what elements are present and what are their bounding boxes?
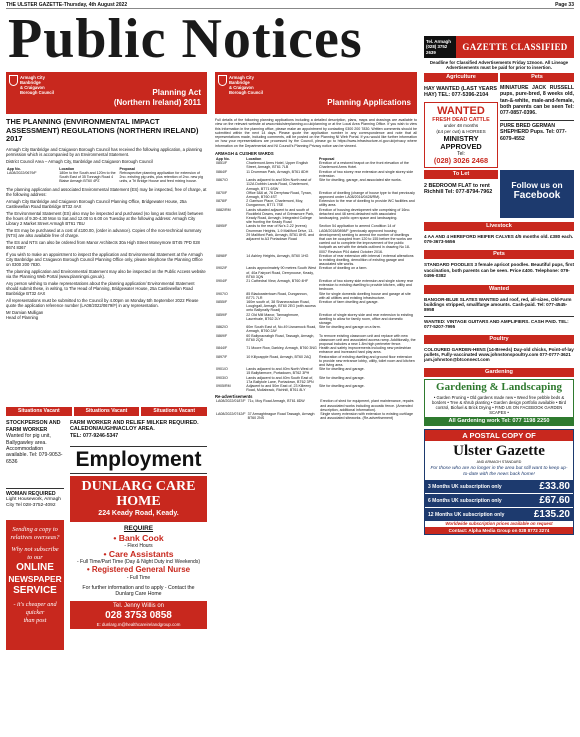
job-sub: - Flexi Hours: [124, 543, 153, 549]
table-cell: 21 Cathedral View, Armagh, BT60 4HF: [246, 278, 309, 283]
table-cell: Erection of rear extension with internal / external alterations to existing dwelling, demolition of existing garage and associated site works.: [319, 253, 414, 267]
heifers-ad: 4 AA AND 4 HEREFORD HEIFER CALVES 4/5 months old. £380 each. 079-3673-5656: [424, 233, 574, 244]
table-cell: 0903/O: [216, 375, 228, 380]
poodles-ad: STANDARD POODLES 3 female apricot poodles. Beautiful pups, first vaccination, both parents can be seen. Price £400. Telephone: 079-0496-0382: [424, 262, 574, 279]
slates-ad: BANGOR-BLUE SLATES WANTED and roof, red, all-sizes, Old-Farm buildings stripped, smallfarge amounts. Cash-paid. Tel: 077-4545-8958: [424, 296, 572, 313]
subscription-price: £67.60: [539, 495, 570, 507]
ad-line: FRESH DEAD CATTLE: [432, 117, 490, 123]
ad-body: TEL: 077-9246-5347: [70, 432, 119, 439]
phone-number: (028) 3752 2639: [426, 44, 448, 55]
table-cell: LA08/2022/0679/F: [7, 170, 37, 175]
council-logo: [218, 75, 278, 95]
postal-paper-name: Ulster Gazette: [453, 442, 545, 459]
council-name: Banbridge: [20, 80, 41, 85]
col-header: Location: [59, 166, 75, 171]
table-row: [215, 334, 417, 347]
table-cell: 11 Drumman Park, Armagh, BT61 8DH: [246, 169, 309, 174]
table-cell: 14 Ashley Heights, Armagh, BT60 1HG: [246, 253, 309, 258]
ad-line: (028) 3026 2468: [433, 155, 489, 165]
eia-paragraph: Armagh City Banbridge and Craigavon Borough Council Planning Office, Bridgewater House, 25a Castlewellan Road Banbridge BT32 4AX: [6, 198, 187, 209]
col-header: Location: [246, 157, 262, 162]
planning-act-line: (Northern Ireland) 2011: [113, 98, 201, 107]
table-row: [215, 313, 417, 326]
planning-act-banner: [6, 72, 207, 114]
table-cell: 160m south of, 38 Shanecrackan Road, Loughgall, Armagh, BT60 2EG (with access onto Ballynally Road): [246, 299, 316, 313]
employment-banner: Employment: [70, 446, 207, 474]
classified-banner: GAZETTE CLASSIFIED: [456, 36, 574, 58]
table-row: [215, 292, 417, 300]
table-cell: 71c, Moy Road Armagh, BT61 8DW: [247, 399, 305, 404]
table-cell: 10 Killycapple Road, Armagh, BT60 2AQ: [246, 354, 312, 359]
garden-items: • Garden Pruning • Old gardens made new • Weed free pebble beds & borders • Tree & shrub planting • Garden design portfolio available • Bird control, Biofuel & Brick Drying • FIND US ON FACEBOOK GARDEN SCAPES •: [431, 394, 567, 416]
council-logo: [9, 75, 69, 95]
postal-contact: Contact: Alpha Media Group on 028 8772 2274: [425, 527, 573, 534]
table-row: [215, 300, 417, 313]
postal-tagline: For those who are no longer in the area but still want to keep up-to-date with the news back home!: [430, 466, 568, 478]
table-cell: Erection of housing development site comprising of 16no. detached and 48 semi-detached with associated landscaping, public open space and landscaping.: [319, 207, 411, 220]
hens-ad: COLOURED GARDEN-HENS (14-Breeds) Day-old chicks, Point-of-lay pullets, Fully-vaccinated www.johnstonspoultry.com 077-0777-3621 jam.johnston@btconnect.com: [424, 346, 574, 363]
table-cell: Erection of two storey rear extension and single storey side extension.: [319, 169, 414, 178]
council-name: & Craigavon: [229, 85, 254, 90]
table-row: [215, 399, 417, 412]
page-number: Page 33: [555, 2, 574, 8]
section-gardening: Gardening: [424, 368, 574, 377]
council-crest-icon: [9, 75, 18, 86]
masthead: Public Notices: [8, 8, 363, 70]
contact-email: E: dunlarg.m@healthcareirelandgroup.com: [96, 621, 181, 627]
facebook-line: Follow us on: [511, 179, 563, 190]
promo-line: - it's cheaper and quicker: [13, 601, 57, 616]
col-header: Proposal: [119, 166, 135, 171]
table-cell: Site for dwelling and garage.: [319, 375, 365, 380]
classified-header: [424, 36, 574, 58]
table-cell: Section 54 application to amend Condition 14 of LA08/2018/0898/F (previously approved housing development) seeking to amend the number of dwellings that can be occupied from 120 to 155 before the works are carried out to complete the improvement of the public footpath as set with the details outlined in drawing No 18-0007 Revision P04 dated October 2016.: [319, 224, 413, 254]
table-cell: Single storey extension with extension to existing curtilage and associated siteworks. (Re-advertisement): [320, 412, 413, 421]
situations-banner-row: [6, 407, 207, 416]
section-livestock: Livestock: [424, 222, 574, 231]
table-row: [215, 191, 417, 199]
situations-banner: Situations Vacant: [6, 407, 72, 416]
ad-line: WANTED: [437, 105, 485, 117]
table-cell: Restoration of existing dwelling and ground floor extension to provide new entrance lobby, utility, toilet room and kitchen and living area.: [319, 354, 415, 368]
farm-worker-ad: [70, 420, 207, 444]
table-cell: 0867/O: [216, 178, 228, 183]
planning-act-line: Planning Act: [152, 88, 201, 97]
section-poultry: Poultry: [424, 335, 574, 344]
eia-paragraph: The planning application and Environmental Statement may also be inspected on the Public Access website via the Planning Web Portal (www.planningni.gov.uk).: [6, 268, 206, 279]
ad-line: under 48 months: [443, 123, 479, 129]
section-wanted: Wanted: [424, 285, 574, 294]
subscription-price: £33.80: [539, 481, 570, 493]
ad-line: APPROVED: [440, 141, 482, 151]
promo-line: Why not subscribe: [11, 546, 59, 553]
facebook-promo[interactable]: [500, 170, 574, 218]
table-cell: LA08/2022/0742/F: [216, 412, 246, 417]
classified-deadline: Deadline for Classified Advertisements Friday 12noon. All Lineage Advertisements must be paid for prior to insertion.: [429, 60, 569, 71]
promo-line: to our: [27, 554, 43, 561]
council-name: & Craigavon: [20, 85, 45, 90]
table-row: [215, 346, 417, 354]
table-cell: 0869/F: [216, 333, 228, 338]
contact-phone: 028 3753 0858: [105, 609, 172, 621]
stockperson-ad: [6, 420, 64, 480]
require-label: REQUIRE: [123, 525, 154, 532]
table-cell: 85 Blackwatertown Road, Dungannon, BT71 7LR: [246, 291, 308, 300]
table-cell: Lands adjacent to and 40m South East of, 17a Ballytole Lane, Portadown, BT62 3PN: [246, 375, 314, 384]
readvert-table: [215, 399, 417, 420]
promo-line: SERVICE: [13, 585, 57, 596]
eia-signatory: Mr Damian Mulligan: [6, 309, 44, 315]
table-row: [215, 376, 417, 384]
table-cell: 0907/O: [216, 291, 228, 296]
ad-line: MINISTRY: [443, 133, 479, 143]
table-cell: 60 Ballynacrabgh Road, Tassagh, Armagh, BT60 2QS: [246, 333, 315, 342]
employment-ad: [70, 446, 207, 652]
ad-body: Wanted for pig unit, Ballygawley area. Accommodation available. Tel: 079-9053-6536: [6, 433, 63, 465]
subscription-price: £135.20: [533, 509, 570, 521]
table-cell: Lands adjacent to and 40m North West of 15 Ballyfarmore, Portadown, BT62 3PH: [246, 367, 313, 376]
table-cell: To remove existing classroom unit and replace with new classroom unit and associated access ramp. Additionally, the proposal includes a new 1.8m high perimeter fence.: [319, 333, 416, 347]
german-shepherd-ad: PURE BRED GERMAN SHEPHERD Pups. Tel: 077-6079-4552: [500, 120, 574, 142]
contact-box: [70, 601, 207, 629]
dunlarg-header: [70, 476, 207, 522]
situations-banner: Situations Vacant: [74, 407, 140, 416]
postal-subtitle: AND ARMAGH STANDARD: [476, 459, 522, 464]
table-cell: 0870/F: [216, 190, 228, 195]
table-cell: LA08/2022/0187/F: [216, 399, 246, 404]
promo-line: Sending a copy to: [12, 526, 58, 533]
table-row: [215, 279, 417, 292]
eia-intro: Armagh City Banbridge and Craigavon Borough Council has received the following application, a planning permission which is accompanied by an Environmental Statement.: [6, 146, 203, 157]
table-cell: Erection of farm dwelling and garage.: [319, 299, 379, 304]
table-cell: Charlemont Arms Hotel, Upper English Street, Armagh, BT61 7LB: [246, 161, 309, 170]
table-cell: Office 5&6 at, 76 Derryhaw Road, Tynan, Armagh, BT60 4ST: [246, 190, 312, 199]
col-header: App No.: [216, 157, 230, 162]
job-sub: - Full Time: [126, 575, 151, 581]
promo-line: relatives overseas?: [10, 534, 60, 541]
table-row: [215, 199, 417, 207]
table-row: [215, 170, 417, 178]
table-cell: Lands to the rear of No's 2-22 (evens) Drumman Heights, 1-9 Mallifont Drive, 13-29 Mallifont Park, Armagh, BT61 8HS. and adjacent to A3 Portadown Road: [246, 224, 315, 241]
promo-line: ONLINE: [16, 562, 54, 573]
planning-apps-list: [215, 118, 417, 734]
postal-title: A POSTAL COPY OF: [425, 430, 573, 441]
table-row: [215, 355, 417, 368]
planning-apps-title: Planning Applications: [327, 98, 411, 107]
table-cell: 0904/F: [216, 278, 228, 283]
phone-label: Tel. Armagh: [426, 39, 451, 44]
promo-line: than post: [23, 617, 47, 624]
situations-banner: Situations Vacant: [141, 407, 207, 416]
ad-title: FARM WORKER AND RELIEF MILKER REQUIRED. CALEDON/AUGHNACLOY AREA.: [70, 420, 199, 433]
table-cell: Erection of shed for equipment, plant maintenance, repairs and associated works including acoustic fence. (Amended description, additional information).: [320, 399, 414, 412]
header-left: THE ULSTER GAZETTE-Thursday, 4th August 2022: [6, 2, 128, 8]
apps-section-readvert: Re-advertisements: [215, 394, 253, 400]
table-cell: Site for dwelling and garage on a farm.: [319, 325, 381, 330]
table-cell: 0855/F: [216, 299, 228, 304]
table-row: [215, 367, 417, 375]
eia-district: District Council Area – Armagh City, Banbridge and Craigavon Borough Council: [6, 158, 153, 164]
job-sub: - Full Time/Part Time (Day & Night Duty incl Weekends): [77, 559, 200, 565]
table-cell: 0878/F: [216, 199, 228, 204]
table-cell: 0862/O: [216, 325, 228, 330]
eia-paragraph: The Environmental Statement (ES) also may be inspected and purchased (so long as stocks last) between the hours of 9.30-4.30 Mon to Sat and 12.00 to 6.00 on Tuesday at the following address: Armagh City Library 2 Market Street Armagh BT61 7BU: [6, 210, 204, 226]
council-name: Borough Council: [20, 90, 54, 95]
table-cell: Site for single domestic dwelling house and garage at site with all utilities and existing infrastructure.: [319, 291, 411, 300]
eia-paragraph: If you wish to make an appointment to inspect the application and Environmental Statement at the Armagh City Banbridge and Craigavon Borough Council Planning Office only, please telephone the Planning Office on 0300 200 7830.: [6, 251, 203, 267]
table-row: [215, 384, 417, 392]
council-name: Borough Council: [229, 90, 263, 95]
woman-required-ad: [6, 488, 64, 516]
table-cell: 0882/RM: [216, 207, 231, 212]
ad-title: STOCKPERSON AND FARM WORKER: [6, 420, 61, 433]
hay-ad: HAY WANTED (LAST YEARS HAY) TEL: 077-5396-2104: [424, 85, 497, 99]
col-header: App No.: [7, 166, 21, 171]
job-title: • Registered General Nurse: [86, 565, 191, 574]
table-row: [215, 224, 417, 253]
table-cell: 60m South East of, No.49 Lisnamock Road, Armagh, BT60 2AY: [246, 325, 317, 334]
table-cell: Erection of dwelling (change of house type to that previously approved under LA08/2016/0428/RM).: [319, 190, 415, 199]
ad-body: Light Housework, Armagh City Tel 028-3752-4092: [6, 497, 61, 509]
table-row: [215, 178, 417, 191]
eia-paragraph: Any person wishing to make representations about the planning application/ Environmental Statement should submit these, in writing, to The Head of Planning, Bridgewater House, 25a Castlewellan Road Banbridge BT32 4AX: [6, 280, 195, 296]
table-cell: Erection of dwelling on a farm.: [319, 266, 368, 271]
table-row: [215, 254, 417, 267]
council-name: Armagh City: [20, 75, 45, 80]
ad-line: (£4 per cwt) & HORSES: [436, 129, 486, 134]
table-cell: 0864/F: [216, 169, 228, 174]
subscription-row: [425, 480, 573, 493]
section-agriculture: Agriculture: [424, 73, 498, 82]
section-pets: Pets: [500, 73, 574, 82]
table-row: [215, 412, 417, 420]
section-pets: Pets: [424, 250, 574, 259]
subscription-row: [425, 508, 573, 521]
table-cell: 71 Moore Row, Darkley, Armagh, BT60 3NG: [246, 346, 317, 351]
fresh-dead-cattle-ad: [424, 102, 498, 168]
section-to-let: To Let: [424, 170, 498, 179]
contact-text: For further information and to apply - Contact the Dunlarg Care Home: [82, 585, 195, 598]
table-cell: 0905/RM: [216, 384, 231, 389]
garden-phone: All Gardening work Tel: 077 1198 2250: [425, 417, 573, 425]
garden-title: Gardening & Landscaping: [436, 380, 562, 393]
subscription-label: 6 Months UK subscription only: [428, 497, 502, 504]
table-cell: 2 Garrison Place, Charlemont, Moy, Dungannon, BT71 7SE: [246, 199, 304, 208]
classified-column: [424, 36, 574, 736]
table-row: [215, 325, 417, 333]
table-cell: 37 Armaghbrague Road Tassagh, Armagh BT60 2NS: [247, 412, 315, 421]
table-cell: Extension to the rear of dwelling to provide WC facilities and utility area.: [319, 199, 415, 208]
table-cell: 0859/F: [216, 312, 228, 317]
table-cell: 180m to the South and 120m to the South East of 35 Tonnagh Road 4 Blaise Armagh BT60 4PZ: [59, 170, 116, 184]
subscription-label: 3 Months UK subscription only: [428, 483, 502, 490]
eia-paragraph: The planning application and associated Environmental Statement (ES) may be inspected, free of charge, at the following address:: [6, 186, 207, 197]
apps-intro: Full details of the following planning applications including a detailed description, plans, maps and drawings are available to view on the relevant website at www.midulsterplanning.co.uk/planning or at the Local Area Planning Office. If you wish to view this information in the planning office, please make an appointment by contacting 0300 200 7830. Written comments should be submitted within the next 14 days. Please quote the application number in any correspondence and note that all representations made, including comments, will be posted on the Planning NI Web Portal. If you would like further information on how your representations are processed by the Council, please go to https://www.infrastructure-ni.gov.uk/privacy where information on the Departmental and NI Council's Planning Privacy notice can be viewed.: [215, 118, 417, 148]
table-cell: Erection of a restored teapot on the front elevation of the Charlemont Arms Hotel.: [319, 161, 409, 170]
eia-paragraph: All representations must be submitted to the Council by 4.00pm on Monday 5th September 2022 Please quote the application reference number (LA08/2022/0679/F) in any representation.: [6, 297, 199, 308]
table-cell: 0895/F: [216, 224, 228, 229]
table-cell: 0901/O: [216, 367, 228, 372]
gardening-ad: [424, 379, 574, 426]
online-newspaper-promo: [6, 520, 64, 650]
table-cell: Site for dwelling and garage.: [319, 384, 365, 389]
job-title: • Bank Cook: [113, 533, 164, 543]
table-cell: Site for dwelling and garage.: [319, 367, 365, 372]
classified-phone: [424, 36, 456, 58]
planning-act-title: [114, 88, 201, 108]
job-title: • Care Assistants: [103, 549, 174, 559]
council-name: Armagh City: [229, 75, 254, 80]
jack-russell-ad: MINIATURE JACK RUSSELL pups, pure-bred, 8 weeks old, tan-&-white, male-and-female, both parents can be seen Tel: 077-0857-0396.: [500, 84, 574, 117]
apps-section: ARMAGH & CUSHER WARDS: [215, 151, 274, 157]
table-cell: 0897/F: [216, 354, 228, 359]
table-cell: 0902/F: [216, 266, 228, 271]
table-cell: 22 Old Mill Manor, Tannaghmore, Laurelvale, BT62 2LY: [246, 312, 300, 321]
table-cell: Health and safety improvements including new pedestrian entrance and increased hard play area.: [319, 346, 412, 355]
eia-heading: THE PLANNING (ENVIRONMENTAL IMPACT ASSESSMENT) REGULATIONS (NORTHERN IRELAND) 2017: [6, 118, 199, 144]
council-crest-icon: [218, 75, 227, 86]
table-row: [215, 266, 417, 279]
apps-table: [215, 157, 417, 392]
ad-title: WOMAN REQUIRED: [6, 491, 56, 497]
table-cell: 0898/F: [216, 253, 228, 258]
eia-signatory-title: Head of Planning: [6, 314, 39, 320]
table-cell: Lands adjacent to and 50m North east of 112A Dobbin Lands Road, Charlemont, Armagh, BT71 6SW: [246, 178, 312, 191]
postal-copy-ad: [424, 429, 574, 535]
facebook-line: Facebook: [513, 189, 561, 201]
ad-line: Tel:: [457, 150, 465, 157]
company-address: 224 Keady Road, Keady.: [98, 510, 179, 517]
eia-paragraph: The ES may be purchased at a cost of £100.00, (order in advance). Copies of the non-technical summary (NTS) are also available free of charge.: [6, 227, 202, 238]
eia-paragraph: The ES and NTS can also be ordered from Manor Architects 30a High Street Moneymore BT45 7PD 028 8674 8367: [6, 239, 200, 250]
subscription-label: 12 Months UK subscription only: [428, 511, 505, 518]
table-cell: Erection of single storey side and rear extension to existing dwelling to allow for family room, office and domestic storage.: [319, 312, 413, 325]
eia-notice: [6, 118, 207, 393]
subscription-row: [425, 494, 573, 507]
table-row: [215, 208, 417, 225]
col-header: Proposal: [319, 157, 335, 162]
vintage-guitars-ad: WANTED: VINTAGE GUITARS AND AMPLIFIERS. CASH PAID. TEL: 077-5207-7995: [424, 316, 574, 330]
promo-line: NEWSPAPER: [8, 574, 62, 584]
table-cell: Site for dwelling, garage, and associated site works.: [319, 178, 402, 183]
table-cell: 0851/F: [216, 161, 228, 166]
table-cell: Retrospective planning application for extension of 2no. existing pig units, plus retention of 2no. new pig units, a Tri Bridge House and feed mixing house.: [119, 170, 204, 184]
table-cell: Adjacent to and 50m East of, 23 Killeeny Road, Mullabrack, Richhill, BT61 8LY: [246, 384, 312, 393]
company-name: DUNLARG CARE HOME: [81, 479, 196, 509]
table-cell: Erection of two storey side extension and single storey rear extension to existing dwelling to provide kitchen, utility and bedroom.: [319, 278, 414, 292]
council-name: Banbridge: [229, 80, 250, 85]
planning-apps-banner: [215, 72, 417, 114]
eia-table: [6, 167, 207, 184]
table-row: [215, 161, 417, 169]
contact-name: Tel. Jenny Willis on: [112, 602, 165, 609]
postal-worldwide: Worldwide subscription prices available on request: [445, 521, 553, 527]
table-cell: Lands situated adjacent to and south of Rockfield Downs, east of Grimsmore Park, Keady Road, Armagh. Integrated College site fronting the Keady Road: [246, 207, 314, 225]
flat-ad: 2 BEDROOM FLAT to rent Richhill Tel: 077-8794-7962: [424, 182, 493, 196]
table-cell: 0844/F: [216, 346, 228, 351]
table-cell: Lands approximately 90 metres South West of, 40a Fairport Road, Derrynoose, Keady, BT60 3QN: [246, 266, 316, 279]
